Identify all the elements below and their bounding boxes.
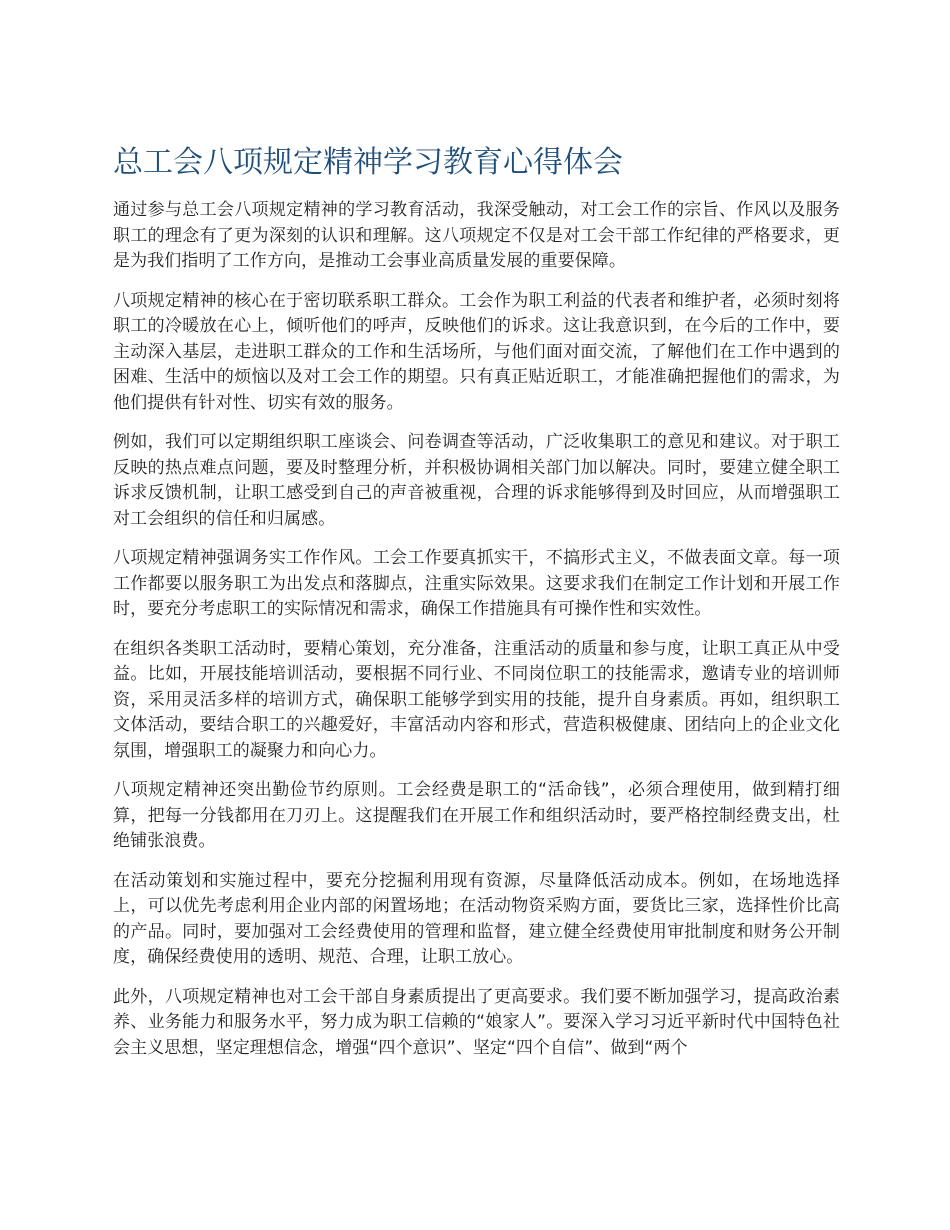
paragraph: 此外，八项规定精神也对工会干部自身素质提出了更高要求。我们要不断加强学习，提高政治素养、业务能力和服务水平，努力成为职工信赖的“娘家人”。要深入学习习近平新时代中国特色社会主义思想，坚定理想信念，增强“四个意识”、坚定“四个自信”、做到“两个 [113, 986, 840, 1058]
paragraph: 八项规定精神强调务实工作作风。工会工作要真抓实干，不搞形式主义，不做表面文章。每一项工作都要以服务职工为出发点和落脚点，注重实际效果。这要求我们在制定工作计划和开展工作时，要充分考虑职工的实际情况和需求，确保工作措施具有可操作性和实效性。 [113, 548, 840, 619]
paragraph: 八项规定精神还突出勤俭节约原则。工会经费是职工的“活命钱”，必须合理使用，做到精打细算，把每一分钱都用在刀刃上。这提醒我们在开展工作和组织活动时，要严格控制经费支出，杜绝铺张浪费。 [113, 780, 840, 851]
page-title: 总工会八项规定精神学习教育心得体会 [113, 145, 623, 180]
paragraph: 通过参与总工会八项规定精神的学习教育活动，我深受触动，对工会工作的宗旨、作风以及服务职工的理念有了更为深刻的认识和理解。这八项规定不仅是对工会干部工作纪律的严格要求，更是为我们指明了工作方向，是推动工会事业高质量发展的重要保障。 [113, 200, 840, 271]
paragraph: 在活动策划和实施过程中，要充分挖掘利用现有资源，尽量降低活动成本。例如，在场地选择上，可以优先考虑利用企业内部的闲置场地；在活动物资采购方面，要货比三家，选择性价比高的产品。同时，要加强对工会经费使用的管理和监督，建立健全经费使用审批制度和财务公开制度，确保经费使用的透明、规范、合理，让职工放心。 [113, 870, 840, 967]
paragraph: 在组织各类职工活动时，要精心策划，充分准备，注重活动的质量和参与度，让职工真正从中受益。比如，开展技能培训活动，要根据不同行业、不同岗位职工的技能需求，邀请专业的培训师资，采用灵活多样的培训方式，确保职工能够学到实用的技能，提升自身素质。再如，组织职工文体活动，要结合职工的兴趣爱好，丰富活动内容和形式，营造积极健康、团结向上的企业文化氛围，增强职工的凝聚力和向心力。 [113, 638, 840, 761]
paragraph: 八项规定精神的核心在于密切联系职工群众。工会作为职工利益的代表者和维护者，必须时刻将职工的冷暖放在心上，倾听他们的呼声，反映他们的诉求。这让我意识到，在今后的工作中，要主动深入基层，走进职工群众的工作和生活场所，与他们面对面交流，了解他们在工作中遇到的困难、生活中的烦恼以及对工会工作的期望。只有真正贴近职工，才能准确把握他们的需求，为他们提供有针对性、切实有效的服务。 [113, 290, 840, 413]
paragraph: 例如，我们可以定期组织职工座谈会、问卷调查等活动，广泛收集职工的意见和建议。对于职工反映的热点难点问题，要及时整理分析，并积极协调相关部门加以解决。同时，要建立健全职工诉求反馈机制，让职工感受到自己的声音被重视，合理的诉求能够得到及时回应，从而增强职工对工会组织的信任和归属感。 [113, 432, 840, 529]
document-body [113, 142, 840, 1075]
